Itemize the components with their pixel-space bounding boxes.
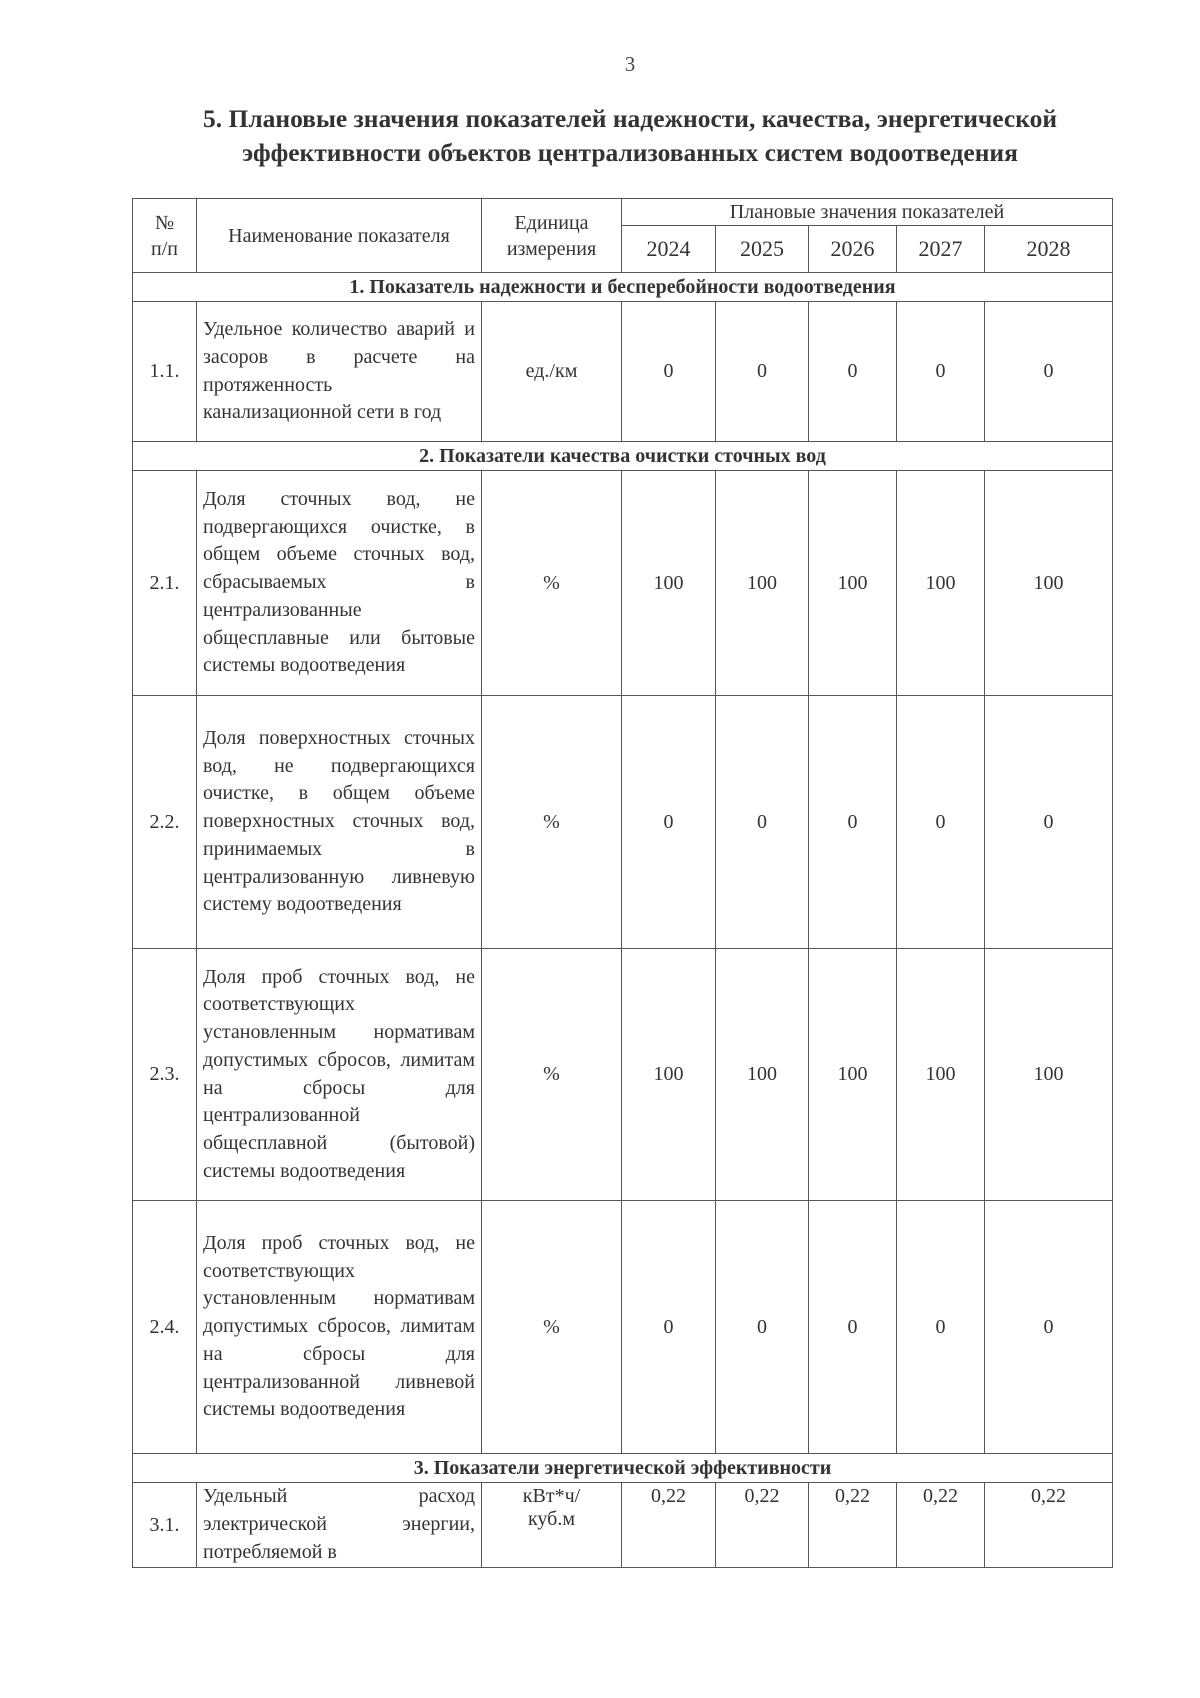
table-header-row	[133, 199, 1113, 226]
value-cell: 0,22	[985, 1483, 1113, 1568]
indicator-name: Удельный расход электрической энергии, потребляемой в	[197, 1483, 482, 1568]
section-title: 2. Показатели качества очистки сточных вод	[133, 442, 1113, 471]
section-row	[133, 1454, 1113, 1483]
indicator-name: Удельное количество аварий и засоров в расчете на протяженность канализационной сети в год	[197, 302, 482, 442]
header-planned-values: Плановые значения показателей	[622, 199, 1113, 226]
section-row	[133, 442, 1113, 471]
value-cell: 0	[809, 1201, 897, 1454]
value-cell: 0,22	[809, 1483, 897, 1568]
indicator-name: Доля проб сточных вод, не соответствующих установленным нормативам допустимых сбросов, лимитам на сбросы для централизованной ливневой системы водоотведения	[197, 1201, 482, 1454]
unit-cell: %	[482, 1201, 622, 1454]
value-cell: 0	[622, 696, 716, 949]
row-number: 2.1.	[133, 471, 197, 696]
value-cell: 0	[622, 302, 716, 442]
unit-cell: %	[482, 696, 622, 949]
unit-cell: ед./км	[482, 302, 622, 442]
header-num-line-2: п/п	[151, 237, 178, 260]
row-number: 1.1.	[133, 302, 197, 442]
indicator-name: Доля проб сточных вод, не соответствующих установленным нормативам допустимых сбросов, лимитам на сбросы для централизованной общесплавной (бытовой) системы водоотведения	[197, 949, 482, 1201]
value-cell: 100	[716, 471, 809, 696]
table-row	[133, 471, 1113, 696]
row-number: 2.4.	[133, 1201, 197, 1454]
table-row	[133, 949, 1113, 1201]
value-cell: 0	[897, 302, 985, 442]
value-cell: 100	[897, 471, 985, 696]
header-year: 2026	[809, 226, 897, 273]
header-unit-line-2: измерения	[506, 237, 597, 260]
indicator-name: Доля сточных вод, не подвергающихся очистке, в общем объеме сточных вод, сбрасываемых в централизованные общесплавные или бытовые системы водоотведения	[197, 471, 482, 696]
header-name: Наименование показателя	[197, 199, 482, 273]
value-cell: 0	[985, 696, 1113, 949]
value-cell: 0,22	[622, 1483, 716, 1568]
value-cell: 0	[716, 1201, 809, 1454]
value-cell: 0	[716, 696, 809, 949]
document-title-line-2: эффективности объектов централизованных систем водоотведения	[242, 138, 1018, 167]
value-cell: 0	[716, 302, 809, 442]
value-cell: 100	[622, 949, 716, 1201]
document-title-line-1: 5. Плановые значения показателей надежности, качества, энергетической	[202, 104, 1058, 133]
value-cell: 0	[809, 696, 897, 949]
value-cell: 0,22	[897, 1483, 985, 1568]
row-number: 2.2.	[133, 696, 197, 949]
value-cell: 100	[622, 471, 716, 696]
table-row	[133, 302, 1113, 442]
indicators-table	[132, 198, 1113, 1568]
row-number: 3.1.	[133, 1483, 197, 1568]
value-cell: 100	[809, 949, 897, 1201]
unit-cell: %	[482, 471, 622, 696]
header-year: 2028	[985, 226, 1113, 273]
value-cell: 0	[809, 302, 897, 442]
header-year: 2025	[716, 226, 809, 273]
header-year: 2024	[622, 226, 716, 273]
value-cell: 100	[809, 471, 897, 696]
unit-cell	[482, 1483, 622, 1568]
value-cell: 0	[622, 1201, 716, 1454]
value-cell: 0	[985, 1201, 1113, 1454]
unit-cell: %	[482, 949, 622, 1201]
table-row	[133, 1201, 1113, 1454]
value-cell: 0	[985, 302, 1113, 442]
value-cell: 0	[897, 1201, 985, 1454]
value-cell: 100	[716, 949, 809, 1201]
header-year: 2027	[897, 226, 985, 273]
value-cell: 0	[897, 696, 985, 949]
unit-line-1: кВт*ч/	[522, 1485, 581, 1507]
value-cell: 100	[985, 471, 1113, 696]
table-row	[133, 1483, 1113, 1568]
page-number: 3	[624, 52, 636, 76]
row-number: 2.3.	[133, 949, 197, 1201]
section-title: 1. Показатель надежности и бесперебойности водоотведения	[133, 273, 1113, 302]
section-title: 3. Показатели энергетической эффективности	[133, 1454, 1113, 1483]
indicator-name: Доля поверхностных сточных вод, не подвергающихся очистке, в общем объеме поверхностных сточных вод, принимаемых в централизованную ливневую систему водоотведения	[197, 696, 482, 949]
unit-line-2: куб.м	[527, 1508, 575, 1530]
header-unit-line-1: Единица	[514, 211, 589, 234]
header-unit	[482, 199, 622, 273]
value-cell: 0,22	[716, 1483, 809, 1568]
header-num	[133, 199, 197, 273]
header-num-line-1: №	[154, 211, 175, 234]
section-row	[133, 273, 1113, 302]
value-cell: 100	[897, 949, 985, 1201]
document-title	[150, 102, 1110, 170]
table-row	[133, 696, 1113, 949]
value-cell: 100	[985, 949, 1113, 1201]
